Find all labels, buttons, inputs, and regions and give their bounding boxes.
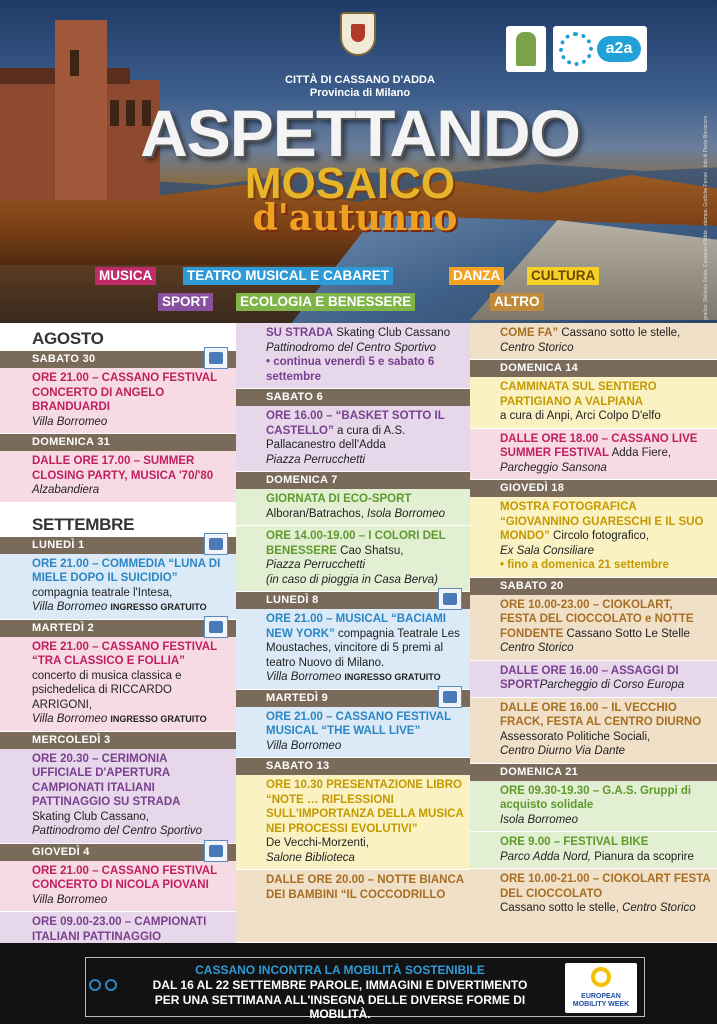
event-item: COME FA” Cassano sotto le stelle, Centro Storico <box>470 323 717 360</box>
flower-icon <box>591 967 611 987</box>
event-item: DALLE ORE 18.00 – CASSANO LIVE SUMMER FESTIVAL Adda Fiere, Parcheggio Sansona <box>470 429 717 481</box>
festival-icon <box>204 616 228 638</box>
day-heading: DOMENICA 14 <box>470 360 717 377</box>
event-item: SU STRADA Skating Club Cassano Pattinodromo del Centro Sportivo • continua venerdì 5 e sabato 6 settembre <box>236 323 470 389</box>
category-teatro: TEATRO MUSICAL E CABARET <box>183 267 393 285</box>
event-item: DALLE ORE 16.00 – ASSAGGI DI SPORTParcheggio di Corso Europa <box>470 661 717 698</box>
day-heading: SABATO 20 <box>470 578 717 595</box>
event-item: ORE 09.30-19.30 – G.A.S. Gruppi di acquisto solidale Isola Borromeo <box>470 781 717 833</box>
month-heading: SETTEMBRE <box>0 509 236 537</box>
category-sport: SPORT <box>158 293 213 311</box>
day-heading: SABATO 6 <box>236 389 470 406</box>
festival-icon <box>438 588 462 610</box>
program-column-3 <box>470 323 717 943</box>
poster-title: ASPETTANDO <box>140 96 580 170</box>
day-heading: GIOVEDÌ 4 <box>0 844 236 861</box>
bicycle-icon <box>89 963 119 993</box>
category-ecologia: ECOLOGIA E BENESSERE <box>236 293 415 311</box>
day-heading: MARTEDÌ 2 <box>0 620 236 637</box>
event-item: ORE 20.30 – CERIMONIA UFFICIALE D'APERTURA CAMPIONATI ITALIANI PATTINAGGIO SU STRADA Skating Club Cassano, Pattinodromo del Centro Sportivo <box>0 749 236 844</box>
footer-dates: DAL 16 AL 22 SETTEMBRE PAROLE, IMMAGINI E DIVERTIMENTO <box>152 978 528 992</box>
a2a-logo: a2a <box>553 26 647 72</box>
event-item: DALLE ORE 20.00 – NOTTE BIANCA DEI BAMBINI “IL COCCODRILLO <box>236 870 470 943</box>
event-item: ORE 09.00-23.00 – CAMPIONATI ITALIANI PATTINAGGIO <box>0 912 236 943</box>
footer-description: PER UNA SETTIMANA ALL'INSEGNA DELLE DIVERSE FORME DI MOBILITÀ. <box>154 993 526 1021</box>
event-item: ORE 10.00-23.00 – CIOKOLART, FESTA DEL CIOCCOLATO e NOTTE FONDENTE Cassano Sotto Le Stelle Centro Storico <box>470 595 717 661</box>
festival-icon <box>438 686 462 708</box>
day-heading: DOMENICA 31 <box>0 434 236 451</box>
day-heading: DOMENICA 21 <box>470 764 717 781</box>
category-cultura: CULTURA <box>527 267 599 285</box>
event-item: ORE 21.00 – CASSANO FESTIVAL MUSICAL “THE WALL LIVE” Villa Borromeo <box>236 707 470 759</box>
partner-logo <box>506 26 546 72</box>
city-name: CITTÀ DI CASSANO D'ADDA Provincia di Milano <box>285 74 435 99</box>
day-heading: MARTEDÌ 9 <box>236 690 470 707</box>
poster-subtitle: MOSAICO <box>244 159 456 208</box>
print-credit: grafica: Stefania Sesta, Cassano d'Adda · stampa: Grafiche Ferrari · foto di Paolo Borraccini <box>703 115 709 320</box>
event-item: ORE 16.00 – “BASKET SOTTO IL CASTELLO” a cura di A.S. Pallacanestro dell'Adda Piazza Perrucchetti <box>236 406 470 472</box>
city-crest-icon <box>340 12 376 56</box>
event-program <box>0 323 717 943</box>
category-danza: DANZA <box>449 267 504 285</box>
day-heading: DOMENICA 7 <box>236 472 470 489</box>
program-column-1 <box>0 323 236 943</box>
month-heading: AGOSTO <box>0 323 236 351</box>
event-item: ORE 21.00 – COMMEDIA “LUNA DI MIELE DOPO IL SUICIDIO” compagnia teatrale l'Intesa, Villa Borromeo INGRESSO GRATUITO <box>0 554 236 620</box>
event-item: MOSTRA FOTOGRAFICA “GIOVANNINO GUARESCHI E IL SUO MONDO” Circolo fotografico, Ex Sala Consiliare • fino a domenica 21 settembre <box>470 497 717 578</box>
day-heading: MERCOLEDÌ 3 <box>0 732 236 749</box>
event-item: GIORNATA DI ECO-SPORT Alboran/Batrachos, Isola Borromeo <box>236 489 470 526</box>
a2a-ring-icon <box>559 32 593 66</box>
day-heading: SABATO 30 <box>0 351 236 368</box>
event-item: ORE 9.00 – FESTIVAL BIKE Parco Adda Nord, Pianura da scoprire <box>470 832 717 869</box>
mobility-week-footer <box>0 943 717 1024</box>
category-musica: MUSICA <box>95 267 156 285</box>
day-heading: LUNEDÌ 1 <box>0 537 236 554</box>
event-item: DALLE ORE 16.00 – IL VECCHIO FRACK, FESTA AL CENTRO DIURNO Assessorato Politiche Sociali, Centro Diurno Via Dante <box>470 698 717 764</box>
category-altro: ALTRO <box>490 293 544 311</box>
program-column-2 <box>236 323 470 943</box>
event-item: ORE 21.00 – CASSANO FESTIVAL CONCERTO DI ANGELO BRANDUARDI Villa Borromeo <box>0 368 236 434</box>
day-heading: LUNEDÌ 8 <box>236 592 470 609</box>
day-heading: GIOVEDÌ 18 <box>470 480 717 497</box>
event-item: ORE 21.00 – MUSICAL “BACIAMI NEW YORK” compagnia Teatrale Les Moustaches, vincitore di 5 premi al teatro Nuovo di Milano. Villa Borromeo INGRESSO GRATUITO <box>236 609 470 690</box>
event-item: ORE 10.00-21.00 – CIOKOLART FESTA DEL CIOCCOLATO Cassano sotto le stelle, Centro Storico <box>470 869 717 943</box>
event-item: DALLE ORE 17.00 – SUMMER CLOSING PARTY, MUSICA '70/'80 Alzabandiera <box>0 451 236 503</box>
day-heading: SABATO 13 <box>236 758 470 775</box>
festival-icon <box>204 533 228 555</box>
european-mobility-week-logo: EUROPEAN MOBILITY WEEK <box>565 963 637 1013</box>
event-item: ORE 14.00-19.00 – I COLORI DEL BENESSERE Cao Shatsu, Piazza Perrucchetti (in caso di pioggia in Casa Berva) <box>236 526 470 592</box>
event-item: ORE 21.00 – CASSANO FESTIVAL CONCERTO DI NICOLA PIOVANI Villa Borromeo <box>0 861 236 913</box>
poster-header <box>0 0 717 323</box>
festival-icon <box>204 840 228 862</box>
festival-icon <box>204 347 228 369</box>
event-item: CAMMINATA SUL SENTIERO PARTIGIANO A VALPIANA a cura di Anpi, Arci Colpo D'elfo <box>470 377 717 429</box>
event-item: ORE 21.00 – CASSANO FESTIVAL “TRA CLASSICO E FOLLIA” concerto di musica classica e psichedelica di RICCARDO ARRIGONI, Villa Borromeo INGRESSO GRATUITO <box>0 637 236 732</box>
event-item: ORE 10.30 PRESENTAZIONE LIBRO “NOTE … RIFLESSIONI SULL'IMPORTANZA DELLA MUSICA NEI PROCESSI EVOLUTIVI” De Vecchi-Morzenti, Salone Biblioteca <box>236 775 470 870</box>
footer-title: CASSANO INCONTRA LA MOBILITÀ SOSTENIBILE <box>195 963 485 977</box>
poster-subtitle-script: d'autunno <box>252 197 458 239</box>
